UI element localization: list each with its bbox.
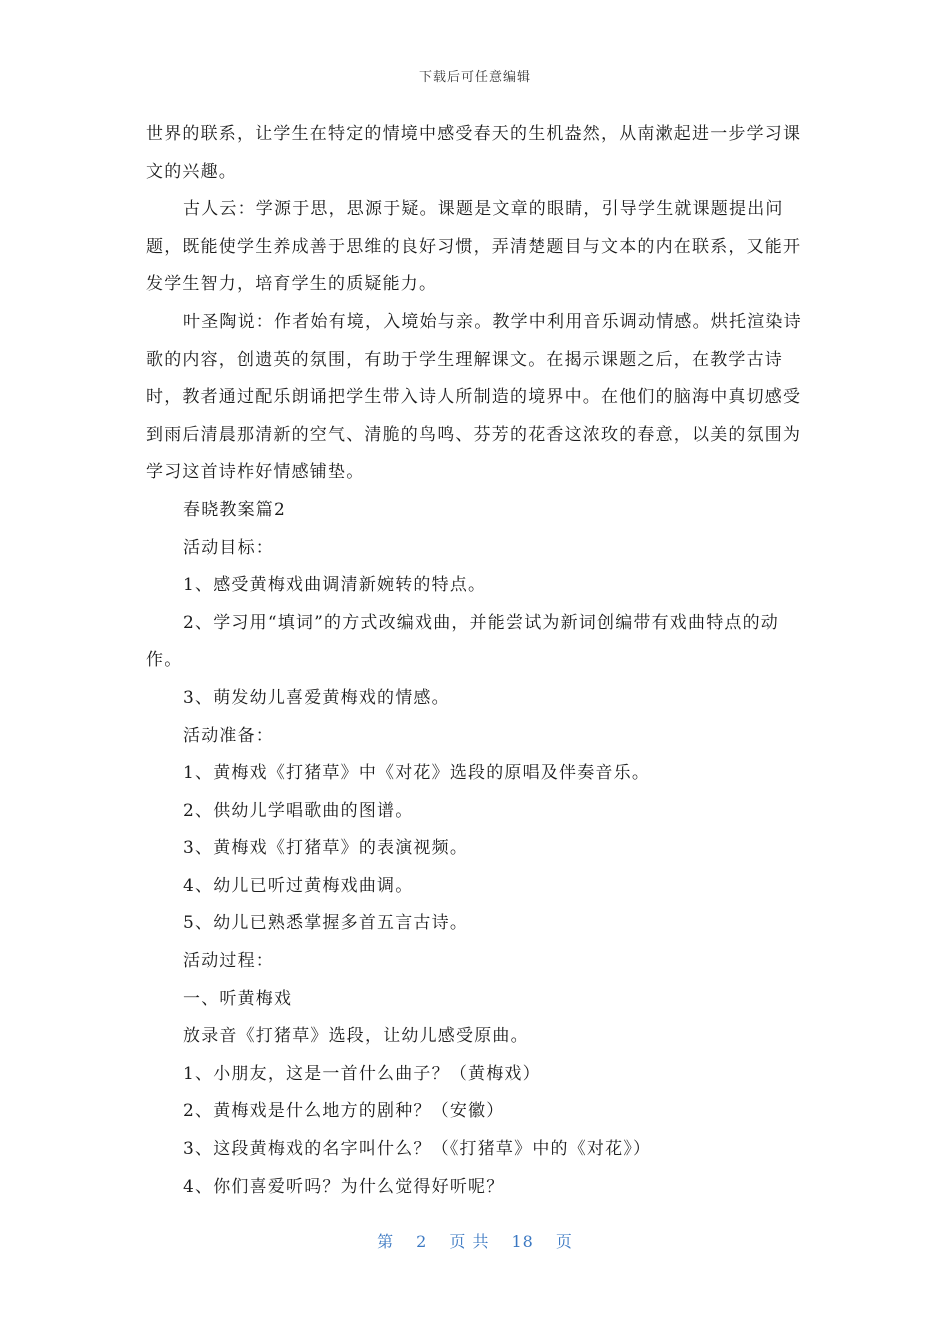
paragraph-2: 古人云：学源于思，思源于疑。课题是文章的眼睛，引导学生就课题提出问题，既能使学生养成善于思维的良好习惯，弄清楚题目与文本的内在联系，又能开发学生智力，培育学生的质疑能力。 bbox=[146, 199, 802, 295]
question-item-2: 2、黄梅戏是什么地方的剧种？（安徽） bbox=[183, 1101, 505, 1122]
page-footer-middle: 页 共 bbox=[449, 1232, 490, 1251]
paragraph-1: 世界的联系，让学生在特定的情境中感受春天的生机盎然，从南漱起进一步学习课文的兴趣。 bbox=[146, 124, 802, 182]
page-number-total: 18 bbox=[511, 1232, 534, 1251]
page-number-current: 2 bbox=[416, 1232, 428, 1251]
heading-activity-process: 活动过程： bbox=[183, 951, 274, 972]
question-item-1: 1、小朋友，这是一首什么曲子？（黄梅戏） bbox=[183, 1063, 541, 1084]
preparation-item-1: 1、黄梅戏《打猪草》中《对花》选段的原唱及伴奏音乐。 bbox=[183, 763, 651, 784]
heading-activity-preparation: 活动准备： bbox=[183, 725, 274, 746]
goal-item-2: 2、学习用“填词”的方式改编戏曲，并能尝试为新词创编带有戏曲特点的动作。 bbox=[146, 612, 779, 671]
preparation-item-2: 2、供幼儿学唱歌曲的图谱。 bbox=[183, 800, 414, 821]
preparation-item-4: 4、幼儿已听过黄梅戏曲调。 bbox=[183, 875, 414, 896]
goal-item-3: 3、萌发幼儿喜爱黄梅戏的情感。 bbox=[183, 687, 450, 708]
document-body bbox=[146, 116, 810, 1206]
preparation-item-3: 3、黄梅戏《打猪草》的表演视频。 bbox=[183, 838, 469, 859]
goal-item-1: 1、感受黄梅戏曲调清新婉转的特点。 bbox=[183, 575, 487, 596]
page-header: 下载后可任意编辑 bbox=[418, 70, 531, 85]
question-item-4: 4、你们喜爱听吗？为什么觉得好听呢？ bbox=[183, 1176, 505, 1197]
question-item-3: 3、这段黄梅戏的名字叫什么？（《打猪草》中的《对花》） bbox=[183, 1139, 652, 1160]
heading-activity-goals: 活动目标： bbox=[183, 537, 274, 558]
process-step-1-title: 一、听黄梅戏 bbox=[183, 988, 293, 1009]
paragraph-3: 叶圣陶说：作者始有境，入境始与亲。教学中利用音乐调动情感。烘托渲染诗歌的内容，创遗英的氛围，有助于学生理解课文。在揭示课题之后，在教学古诗时，教者通过配乐朗诵把学生带入诗人所制造的境界中。在他们的脑海中真切感受到雨后清晨那清新的空气、清脆的鸟鸣、芬芳的花香这浓玫的春意，以美的氛围为学习这首诗柞好情感铺垫。 bbox=[146, 311, 802, 483]
page-footer-prefix: 第 bbox=[377, 1232, 395, 1251]
page-footer bbox=[0, 1229, 950, 1252]
process-step-1-intro: 放录音《打猪草》选段，让幼儿感受原曲。 bbox=[183, 1026, 529, 1047]
preparation-item-5: 5、幼儿已熟悉掌握多首五言古诗。 bbox=[183, 913, 469, 934]
section-title: 春晓教案篇2 bbox=[183, 499, 287, 520]
page-footer-suffix: 页 bbox=[555, 1232, 573, 1251]
